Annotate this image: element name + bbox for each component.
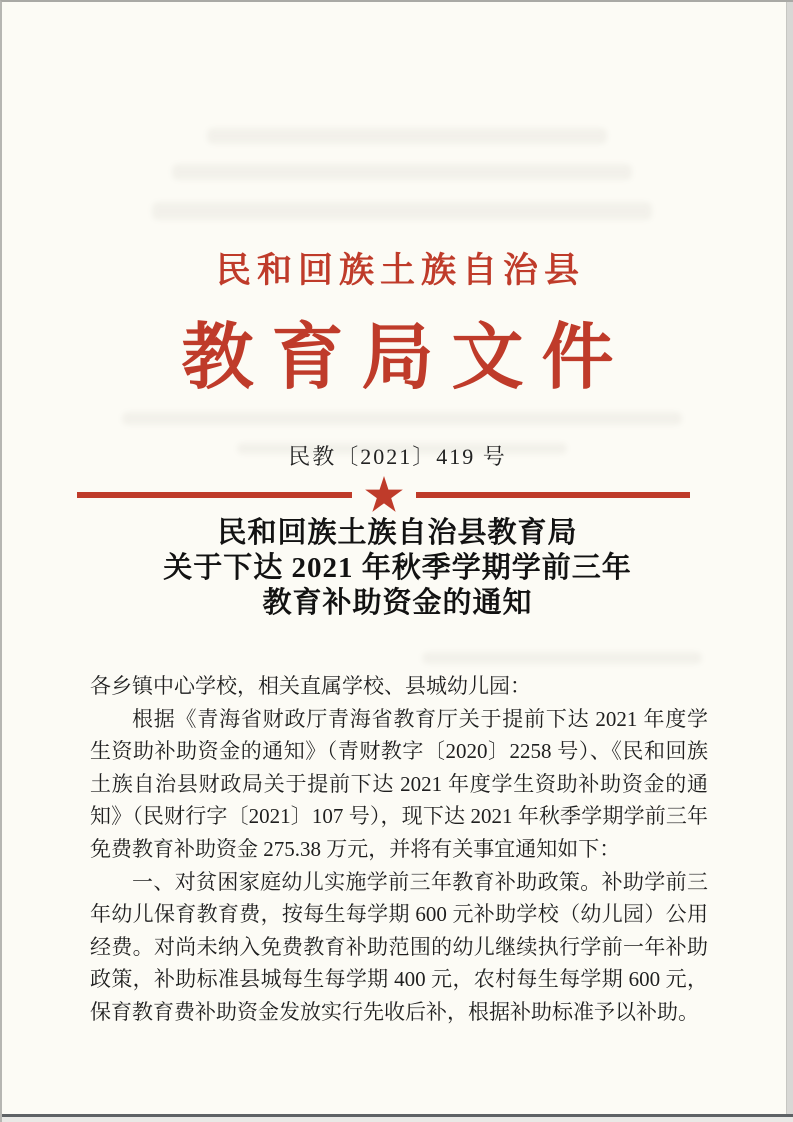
document-number: 民教〔2021〕419 号 bbox=[288, 444, 507, 469]
scanner-background-strip bbox=[2, 1117, 793, 1122]
issuing-authority-name: 民和回族土族自治县 bbox=[215, 251, 585, 290]
star-icon bbox=[364, 476, 404, 514]
document-type-heading: 教育局文件 bbox=[181, 318, 632, 398]
scan-bleedthrough bbox=[122, 412, 682, 425]
scan-bleedthrough bbox=[172, 164, 632, 180]
divider-line-right bbox=[416, 492, 691, 498]
document-title-line-3: 教育补助资金的通知 bbox=[262, 587, 533, 619]
document-title-line-1: 民和回族土族自治县教育局 bbox=[217, 517, 578, 549]
red-divider bbox=[77, 476, 690, 514]
document-body bbox=[90, 670, 708, 1029]
body-paragraph-basis: 根据《青海省财政厅青海省教育厅关于提前下达 2021 年度学生资助补助资金的通知》（青财教字〔2020〕2258 号）、《民和回族土族自治县财政局关于提前下达 2021 年度学生资助补助资金的通知》（民财行字〔2021〕107 号），现下达 2021 年秋季学期学前三年免费教育补助资金 275.38 万元，并将有关事宜通知如下： bbox=[90, 706, 708, 861]
body-paragraph-policy: 一、对贫困家庭幼儿实施学前三年教育补助政策。补助学前三年幼儿保育教育费，按每生每学期 600 元补助学校（幼儿园）公用经费。对尚未纳入免费教育补助范围的幼儿继续执行学前一年补助政策，补助标准县城每生每学期 400 元，农村每生每学期 600 元，保育教育费补助资金发放实行先收后补，根据补助标准予以补助。 bbox=[90, 869, 708, 1024]
document-title bbox=[2, 516, 793, 621]
divider-line-left bbox=[77, 492, 352, 498]
scan-paper-right-edge bbox=[786, 2, 793, 1122]
salutation-line: 各乡镇中心学校，相关直属学校、县城幼儿园： bbox=[90, 674, 531, 698]
scan-bleedthrough bbox=[152, 202, 652, 220]
scan-bleedthrough bbox=[422, 652, 702, 664]
document-title-line-2: 关于下达 2021 年秋季学期学前三年 bbox=[163, 552, 632, 584]
scan-bleedthrough bbox=[207, 128, 607, 144]
